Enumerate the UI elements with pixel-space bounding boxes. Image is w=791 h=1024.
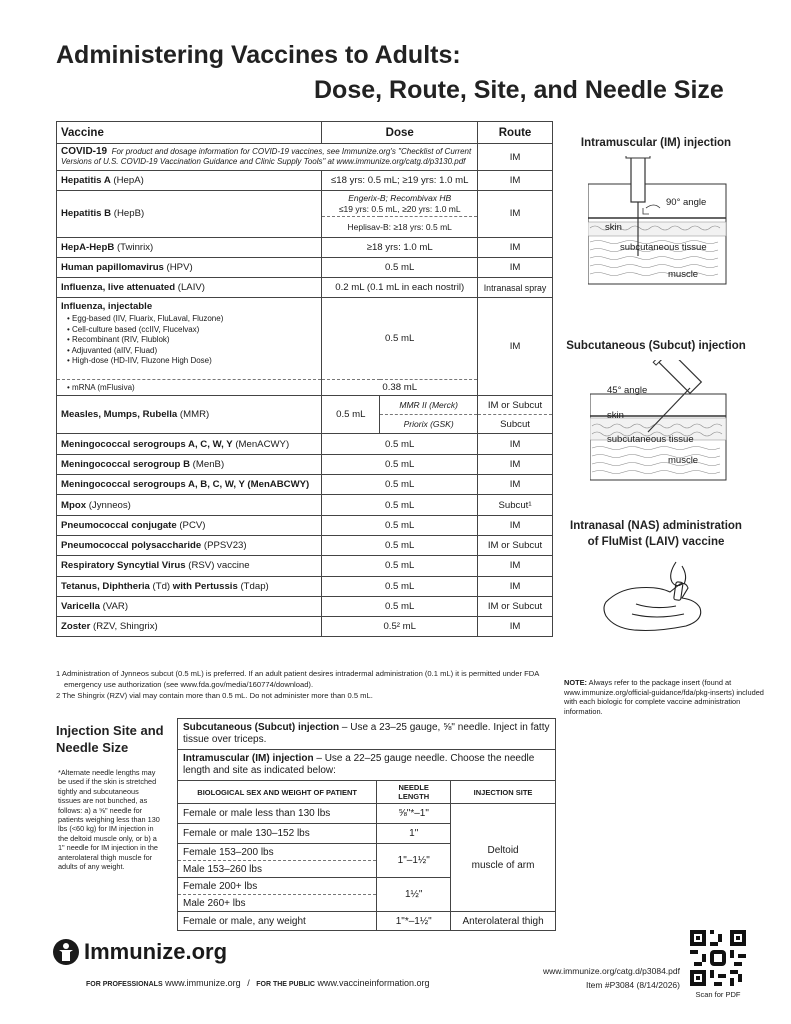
row-route: IM or Subcut [478,596,553,616]
needle-length: 1"*–1½" [377,912,451,931]
footer-sep: / [247,978,250,988]
note-text: Always refer to the package insert (found at www.immunize.org/official-guidance/fda/pkg-inserts) included with each biologic for complete vaccine administration information. [564,678,764,716]
mmr-product-1: MMR II (Merck) [380,396,478,415]
row-twinrix [57,237,553,257]
flu-item: • Cell-culture based (ccIIV, Flucelvax) [67,325,317,336]
needle-site-thigh: Anterolateral thigh [451,912,556,931]
needle-heading: Injection Site and Needle Size [56,723,164,755]
needle-length: ⅝"*–1" [377,804,451,824]
hepb-abbr: (HepB) [111,208,145,220]
row-dose: 0.5 mL [322,535,478,555]
mmr-dose: 0.5 mL [322,396,380,434]
subcut-label: Subcutaneous (Subcut) injection [183,721,340,733]
table-row [57,576,553,596]
row-name: Respiratory Syncytial Virus [61,560,186,572]
row-hepa [57,171,553,191]
note-label: NOTE: [564,678,587,687]
logo-text: Immunize.org [84,939,228,964]
im-angle-label: 90° angle [666,197,707,208]
row-dose: 0.5 mL [322,434,478,454]
table-row [57,556,553,576]
sc-skin-label: skin [607,410,624,421]
table-row [57,515,553,535]
hepb-route: IM [478,191,553,237]
needle-row [178,804,556,824]
flu-name: Influenza, injectable [61,301,153,313]
row-dose: 0.5 mL [322,454,478,474]
needle-col-patient: BIOLOGICAL SEX AND WEIGHT OF PATIENT [178,781,377,804]
table-row [57,617,553,637]
flu-item: • Egg-based (IIV, Fluarix, FluLaval, Fluzone) [67,314,317,325]
table-row [57,535,553,555]
hepb-brand1: Engerix-B; Recombivax HB [348,193,452,204]
row-route: IM [478,475,553,495]
immunize-logo-icon [52,938,80,966]
table-row [57,434,553,454]
needle-table [177,718,556,931]
row-route: IM [478,454,553,474]
footnote-2: 2 The Shingrix (RZV) vial may contain more than 0.5 mL. Do not administer more than 0.5 mL. [56,691,373,700]
mmr-name: Measles, Mumps, Rubella [61,409,178,421]
flu-item: • Recombinant (RIV, Flublok) [67,335,317,346]
row-dose: 0.5 mL [322,475,478,495]
sc-subq-label: subcutaneous tissue [607,434,694,445]
laiv-abbr: (LAIV) [175,282,205,294]
row-covid [57,144,553,171]
twinrix-abbr: (Twinrix) [114,241,154,253]
row-abbr: (MenACWY) [232,438,290,450]
intranasal-illustration [596,560,726,640]
mmr-product-2: Priorix (GSK) [380,415,478,434]
logo [52,938,227,966]
row-abbr: (MenABCWY) [244,479,310,491]
row-route: IM or Subcut [478,535,553,555]
col-vaccine: Vaccine [57,122,322,144]
table-row [57,454,553,474]
needle-side-note: *Alternate needle lengths may be used if the skin is stretched tightly and subcutaneous tissues are not bunched, as follows: a) a ⅝" needle for patients weighing less than 130 lbs (<60 kg) for IM injection in the deltoid muscle only, or b) a 1" needle for IM injection in the anterolateral thigh muscle for adults of any weight. [58,768,160,872]
table-row [57,596,553,616]
hpv-dose: 0.5 mL [322,257,478,277]
row-dose: 0.5 mL [322,556,478,576]
im-text: – Use a 22–25 gauge needle. Choose the needle length and site as indicated below: [183,752,535,776]
footer-pub-link[interactable]: www.vaccineinformation.org [317,978,430,988]
sc-muscle-label: muscle [668,455,699,466]
row-name: Mpox [61,499,87,511]
row-route: Subcut¹ [478,495,553,515]
flu-dose: 0.5 mL [322,298,478,380]
covid-route: IM [478,144,553,171]
row-abbr: (MenB) [190,458,225,470]
row-name-2: with Pertussis [172,580,238,592]
needle-patient: Male 153–260 lbs [178,861,377,878]
row-route: IM [478,434,553,454]
row-name: Meningococcal serogroups A, B, C, W, Y [61,479,245,491]
row-name: Meningococcal serogroup B [61,458,191,470]
laiv-dose: 0.2 mL (0.1 mL in each nostril) [322,278,478,298]
twinrix-name: HepA-HepB [61,241,115,253]
hepb-dose2: Heplisav-B: ≥18 yrs: 0.5 mL [322,217,478,237]
hpv-name: Human papillomavirus [61,262,164,274]
row-hepb-1 [57,191,553,217]
vaccine-table [56,121,553,637]
twinrix-route: IM [478,237,553,257]
nas-title-1: Intranasal (NAS) administration [570,520,742,532]
hepa-abbr: (HepA) [110,175,144,187]
hepb-dose1: ≤19 yrs: 0.5 mL, ≥20 yrs: 1.0 mL [338,203,461,214]
im-skin-label: skin [605,222,622,233]
hpv-route: IM [478,257,553,277]
row-dose: 0.5² mL [322,617,478,637]
im-label: Intramuscular (IM) injection [183,752,314,764]
flu-item: • High-dose (HD-IIV, Fluzone High Dose) [67,356,317,367]
needle-length: 1" [377,824,451,844]
row-abbr: (RZV, Shingrix) [90,621,158,633]
needle-patient: Female or male 130–152 lbs [178,824,377,844]
needle-patient: Male 260+ lbs [178,895,377,912]
row-dose: 0.5 mL [322,576,478,596]
laiv-route: Intranasal spray [478,278,553,298]
needle-patient: Female 153–200 lbs [178,844,377,861]
row-route: IM [478,576,553,596]
mmr-route-1: IM or Subcut [478,396,553,415]
row-route: IM [478,617,553,637]
row-name: Tetanus, Diphtheria [61,580,150,592]
row-abbr: (Td) [149,580,173,592]
scan-label: Scan for PDF [695,990,741,999]
row-abbr: (VAR) [99,601,129,612]
col-route: Route [478,122,553,144]
im-subq-label: subcutaneous tissue [620,242,707,253]
row-name: Varicella [61,601,100,612]
row-abbr: (PPSV23) [201,540,247,552]
hepa-route: IM [478,171,553,191]
row-abbr-2: (Tdap) [237,580,269,592]
row-name: Pneumococcal polysaccharide [61,540,202,552]
needle-row [178,912,556,931]
flu-mrna: • mRNA (mFlusiva) [67,383,317,394]
qr-code-icon [690,930,746,986]
covid-name: COVID-19 [61,146,108,157]
title-line-2: Dose, Route, Site, and Needle Size [314,76,724,104]
needle-length: 1½" [377,878,451,912]
row-route: IM [478,556,553,576]
table-row [57,475,553,495]
needle-patient: Female 200+ lbs [178,878,377,895]
mmr-route-2: Subcut [478,415,553,434]
needle-length: 1"–1½" [377,844,451,878]
twinrix-dose: ≥18 yrs: 1.0 mL [322,237,478,257]
nas-title-2: of FluMist (LAIV) vaccine [587,536,725,548]
row-hpv [57,257,553,277]
needle-patient: Female or male, any weight [178,912,377,931]
mmr-abbr: (MMR) [177,409,210,421]
footer-pub-label: FOR THE PUBLIC [256,981,315,988]
sc-injection-illustration [590,360,730,482]
footer-item: Item #P3084 (8/14/2026) [585,980,680,990]
title-line-1: Administering Vaccines to Adults: [56,41,461,69]
im-muscle-label: muscle [668,269,699,280]
hepa-name: Hepatitis A [61,175,111,187]
row-name: Zoster [61,621,91,633]
im-title: Intramuscular (IM) injection [580,137,732,149]
row-abbr: (Jynneos) [86,499,131,511]
row-abbr: (RSV) vaccine [185,560,250,572]
hpv-abbr: (HPV) [163,262,193,274]
needle-site-deltoid [451,804,556,912]
row-mmr-1 [57,396,553,415]
sc-angle-label: 45° angle [607,385,648,396]
hepa-dose: ≤18 yrs: 0.5 mL; ≥19 yrs: 1.0 mL [322,171,478,191]
flu-route: IM [478,298,553,396]
footer-pro-label: FOR PROFESSIONALS [86,981,163,988]
flu-mrna-dose: 0.38 mL [322,380,478,396]
row-abbr: (PCV) [176,519,206,531]
subcut-text: – Use a 23–25 gauge, ⅝" needle. Inject in fatty tissue over triceps. [183,721,550,745]
footnote-1: 1 Administration of Jynneos subcut (0.5 mL) is preferred. If an adult patient desires intradermal administration (0.1 mL) it is permitted under FDA emergency use authorization (see www.fda.gov/media/160774/download). [56,669,539,689]
row-route: IM [478,515,553,535]
site-deltoid-label: Deltoid muscle of arm [471,844,535,871]
row-dose: 0.5 mL [322,495,478,515]
row-name: Pneumococcal conjugate [61,519,177,531]
row-laiv [57,278,553,298]
row-flu [57,298,553,380]
needle-col-site: INJECTION SITE [451,781,556,804]
laiv-name: Influenza, live attenuated [61,282,176,294]
flu-item: • Adjuvanted (aIIV, Fluad) [67,346,317,357]
row-dose: 0.5 mL [322,515,478,535]
sc-title: Subcutaneous (Subcut) injection [566,340,746,352]
needle-col-length: NEEDLE LENGTH [377,781,451,804]
covid-note: For product and dosage information for COVID-19 vaccines, see Immunize.org's "Checklist of Current Versions of U.S. COVID-19 Vaccination Guidance and Clinic Supply Tools" at www.immunize.org/catg.d/p3130.pdf [61,147,472,166]
row-name: Meningococcal serogroups A, C, W, Y [61,438,233,450]
footer-url[interactable]: www.immunize.org/catg.d/p3084.pdf [542,966,680,976]
table-row [57,495,553,515]
needle-patient: Female or male less than 130 lbs [178,804,377,824]
col-dose: Dose [322,122,478,144]
row-dose: 0.5 mL [322,596,478,616]
hepb-name: Hepatitis B [61,208,112,220]
footer-pro-link[interactable]: www.immunize.org [165,978,241,988]
